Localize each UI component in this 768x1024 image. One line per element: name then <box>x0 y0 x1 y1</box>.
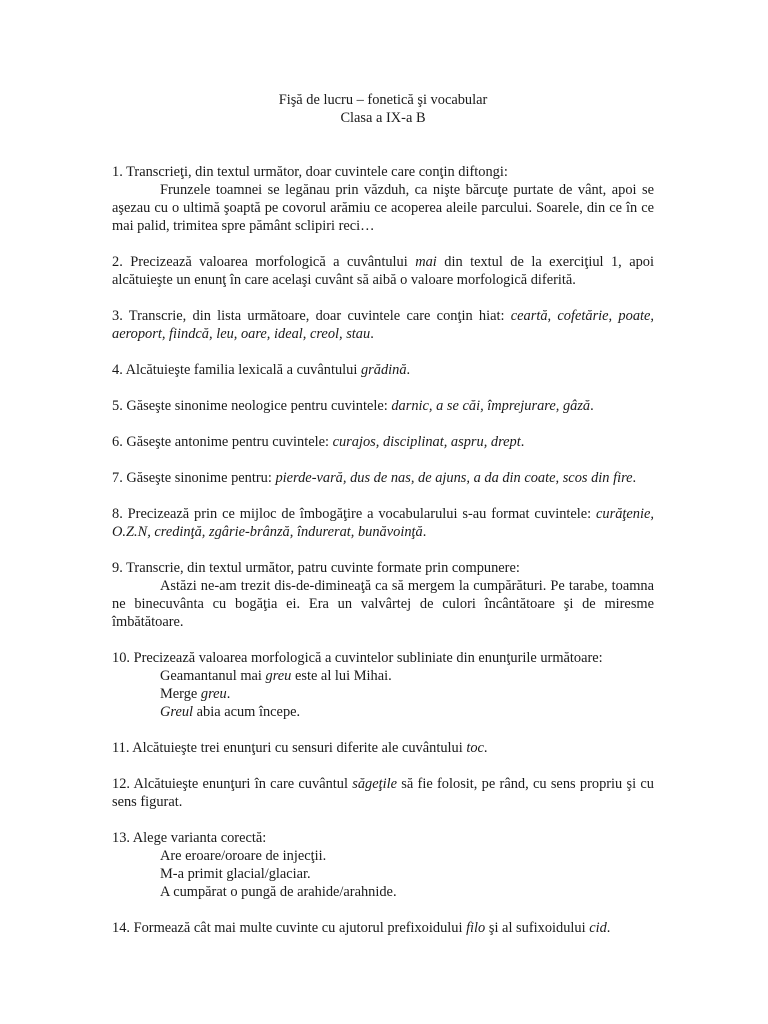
sentence-text: Merge <box>160 686 201 702</box>
exercise-prompt: 5. Găseşte sinonime neologice pentru cuvintele: <box>112 398 392 414</box>
exercise-7 <box>112 469 654 487</box>
word-list: darnic, a se căi, împrejurare, gâză <box>391 398 591 414</box>
choice-item: A cumpărat o pungă de arahide/arahnide. <box>160 884 397 900</box>
exercise-14 <box>112 919 654 937</box>
exercise-prompt-end: să fie folosit, pe rând, cu sens propriu şi cu sens figurat. <box>112 776 654 810</box>
word-list: curăţenie, O.Z.N, credinţă, zgârie-brânză, îndurerat, bunăvoinţă <box>112 506 654 540</box>
exercise-9 <box>112 559 654 631</box>
exercise-prompt: 10. Precizează valoarea morfologică a cuvintelor subliniate din enunţurile următoare: <box>112 650 603 666</box>
exercise-prompt: 4. Alcătuieşte familia lexicală a cuvântului <box>112 362 361 378</box>
highlighted-word: greu <box>200 686 227 702</box>
exercise-prompt-end: . <box>422 524 427 540</box>
worksheet-title: Fişă de lucru – fonetică şi vocabular <box>278 92 488 108</box>
exercise-prompt-end: . <box>606 920 611 936</box>
class-label: Clasa a IX-a B <box>340 110 426 126</box>
highlighted-word: filo <box>466 920 486 936</box>
word-list: ceartă, cofetărie, poate, aeroport, fiindcă, leu, oare, ideal, creol, stau <box>112 308 654 342</box>
worksheet-page <box>112 91 654 955</box>
exercise-11 <box>112 739 654 757</box>
exercise-5 <box>112 397 654 415</box>
exercise-12 <box>112 775 654 811</box>
exercise-2 <box>112 253 654 289</box>
exercise-1 <box>112 163 654 235</box>
exercise-text: Frunzele toamnei se legănau prin văzduh, ca nişte bărcuţe purtate de vânt, apoi se aşezau cu o ultimă şoaptă pe covorul arămiu ce acoperea aleile parcului. Soarele, din ce în ce mai palid, trimitea spre pământ sclipiri reci… <box>112 182 654 234</box>
exercise-3 <box>112 307 654 343</box>
exercise-prompt-end: . <box>590 398 594 414</box>
exercise-8 <box>112 505 654 541</box>
highlighted-word: grădină <box>360 362 407 378</box>
exercise-prompt-end: . <box>632 470 637 486</box>
word-list: pierde-vară, dus de nas, de ajuns, a da din coate, scos din fire <box>275 470 633 486</box>
exercise-prompt: 11. Alcătuieşte trei enunţuri cu sensuri diferite ale cuvântului <box>112 740 467 756</box>
highlighted-word: mai <box>415 254 437 270</box>
exercise-prompt: 13. Alege varianta corectă: <box>112 830 267 846</box>
exercise-prompt: 2. Precizează valoarea morfologică a cuvântului <box>112 254 416 270</box>
exercise-prompt-mid: şi al sufixoidului <box>485 920 590 936</box>
example-sentence <box>112 685 654 703</box>
sentence-text: . <box>226 686 231 702</box>
exercise-6 <box>112 433 654 451</box>
exercise-prompt: 12. Alcătuieşte enunţuri în care cuvântul <box>112 776 353 792</box>
sentence-text: este al lui Mihai. <box>291 668 392 684</box>
example-sentence <box>112 703 654 721</box>
exercise-text: Astăzi ne-am trezit dis-de-dimineaţă ca să mergem la cumpărături. Pe tarabe, toamna ne binecuvânta cu bogăţia ei. Era un valvârtej de culori încântătoare şi de miresme îmbătătoare. <box>112 578 654 630</box>
exercise-4 <box>112 361 654 379</box>
word-list: curajos, disciplinat, aspru, drept <box>332 434 521 450</box>
worksheet-header <box>112 91 654 127</box>
exercise-prompt: 1. Transcrieţi, din textul următor, doar cuvintele care conţin diftongi: <box>112 164 508 180</box>
choice-item: M-a primit glacial/glaciar. <box>160 866 311 882</box>
sentence-text: abia acum începe. <box>193 704 301 720</box>
choice-item: Are eroare/oroare de injecţii. <box>160 848 327 864</box>
exercise-prompt: 8. Precizează prin ce mijloc de îmbogăţire a vocabularului s-au format cuvintele: <box>112 506 597 522</box>
exercise-prompt-end: . <box>370 326 374 342</box>
exercise-prompt: 7. Găseşte sinonime pentru: <box>112 470 276 486</box>
sentence-text: Geamantanul mai <box>160 668 266 684</box>
exercise-prompt: 6. Găseşte antonime pentru cuvintele: <box>112 434 333 450</box>
highlighted-word: cid <box>589 920 607 936</box>
highlighted-word: Greul <box>160 704 194 720</box>
exercise-prompt-end: . <box>483 740 488 756</box>
exercise-prompt-end: . <box>520 434 525 450</box>
exercise-prompt: 3. Transcrie, din lista următoare, doar cuvintele care conţin hiat: <box>112 308 511 324</box>
highlighted-word: greu <box>265 668 292 684</box>
exercise-13 <box>112 829 654 901</box>
example-sentence <box>112 667 654 685</box>
exercise-prompt: 9. Transcrie, din textul următor, patru cuvinte formate prin compunere: <box>112 560 520 576</box>
highlighted-word: săgeţile <box>352 776 398 792</box>
highlighted-word: toc <box>466 740 484 756</box>
exercise-prompt-end: . <box>406 362 411 378</box>
exercise-10 <box>112 649 654 721</box>
exercise-prompt-end: din textul de la exerciţiul 1, apoi alcătuieşte un enunţ în care acelaşi cuvânt să aibă o valoare morfologică diferită. <box>112 254 654 288</box>
exercise-prompt: 14. Formează cât mai multe cuvinte cu ajutorul prefixoidului <box>112 920 467 936</box>
